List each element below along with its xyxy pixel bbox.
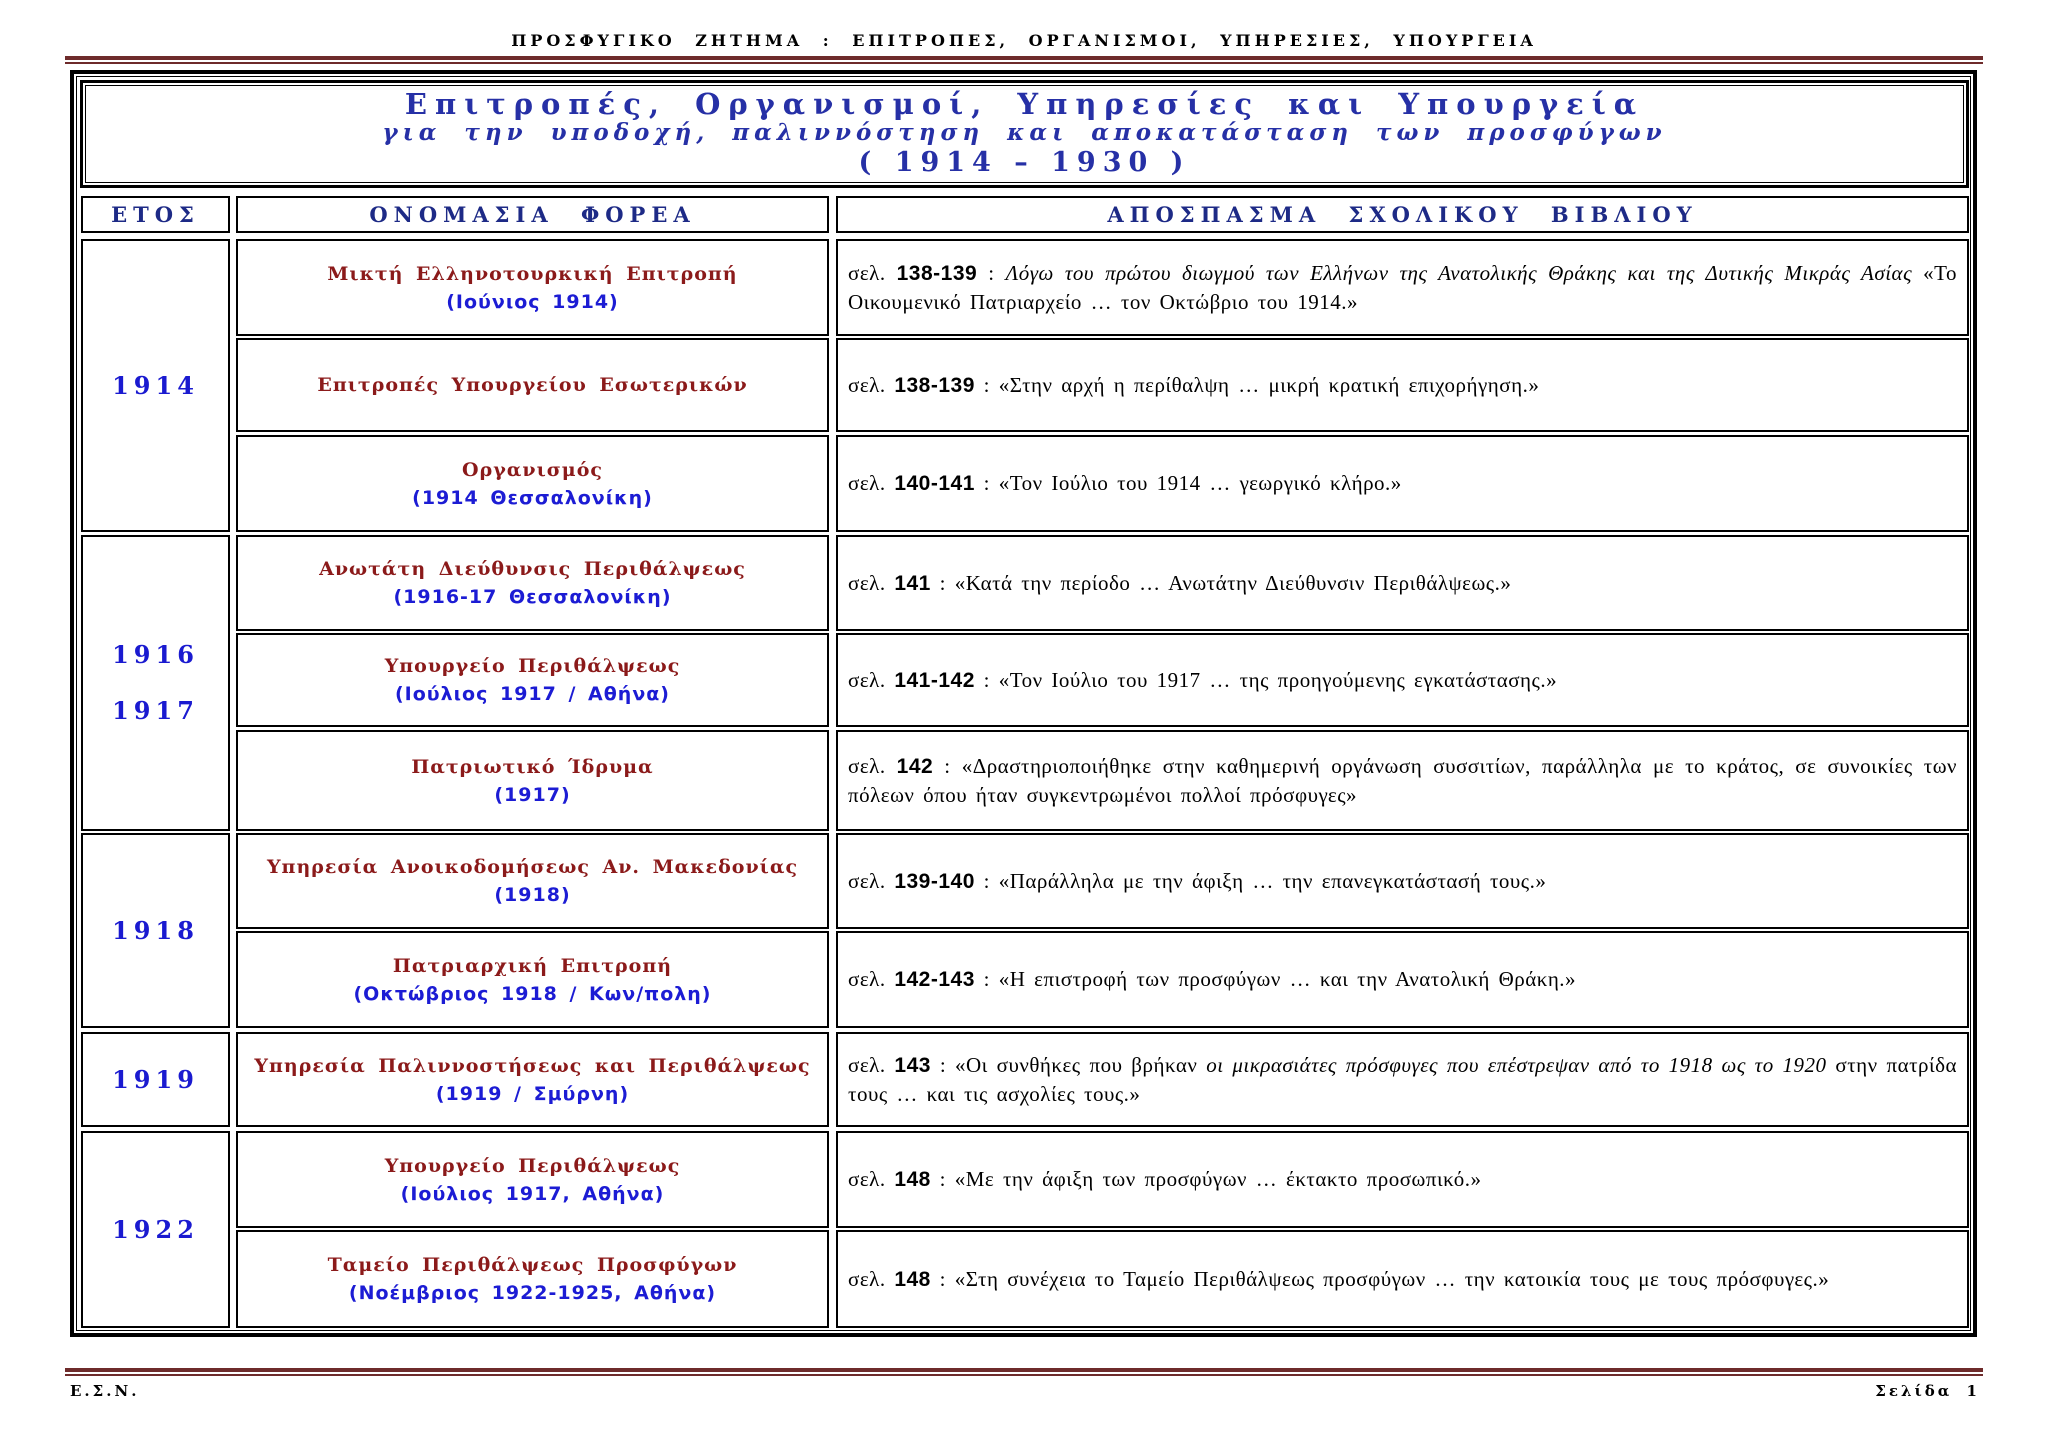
agency-date: (1918) (494, 884, 571, 906)
footer-rule (65, 1368, 1983, 1372)
excerpt-text (848, 1051, 1957, 1109)
page-label: σελ. (848, 570, 886, 595)
excerpt-quote: «Στη συνέχεια το Ταμείο Περιθάλψεως προσφύγων … την κατοικία τους με τους πρόσφυγες.» (954, 1266, 1830, 1291)
agency-name: Υπηρεσία Παλιννοστήσεως και Περιθάλψεως (254, 1054, 811, 1077)
year-cell (81, 1032, 230, 1127)
excerpt-separator: : (983, 471, 990, 495)
excerpt-separator: : (939, 1167, 946, 1191)
year-label: 1918 (112, 915, 199, 945)
column-header-agency (236, 196, 829, 233)
page-numbers: 138-139 (896, 261, 978, 285)
column-header-label: ΑΠΟΣΠΑΣΜΑ ΣΧΟΛΙΚΟΥ ΒΙΒΛΙΟΥ (1107, 201, 1698, 227)
agency-date: (Ιούλιος 1917, Αθήνα) (400, 1182, 665, 1205)
agency-cell (236, 338, 829, 432)
year-cell (81, 1131, 230, 1328)
agency-cell (236, 833, 829, 929)
excerpt-italic: οι μικρασιάτες πρόσφυγες που επέστρεψαν από το 1918 ως το 1920 (1206, 1052, 1827, 1077)
excerpt-separator: : (939, 1266, 946, 1291)
excerpt-text (848, 867, 1957, 896)
excerpt-separator: : (983, 967, 990, 991)
page-label: σελ. (848, 868, 886, 893)
page-label: σελ. (848, 967, 886, 991)
excerpt-cell (836, 633, 1969, 727)
year-label: 1917 (112, 696, 199, 725)
footer-rule-thin (65, 1374, 1983, 1376)
excerpt-text (848, 1265, 1957, 1294)
excerpt-cell (836, 338, 1969, 432)
agency-date: (Ιούνιος 1914) (446, 290, 619, 313)
page-label: σελ. (848, 372, 886, 397)
column-header-label: ΟΝΟΜΑΣΙΑ ΦΟΡΕΑ (369, 201, 696, 227)
excerpt-quote-start: «Οι συνθήκες που βρήκαν (955, 1052, 1198, 1077)
column-header-label: ΕΤΟΣ (111, 201, 200, 227)
year-label: 1916 (112, 640, 199, 669)
excerpt-quote: «Δραστηριοποιήθηκε στην καθημερινή οργάνωση συσσιτίων, παράλληλα με το κράτος, σε συνοικίες των πόλεων όπου ήταν συγκεντρωμένοι πολλοί πρόσφυγες» (848, 753, 1958, 807)
agency-date: (Ιούλιος 1917 / Αθήνα) (394, 683, 670, 705)
agency-date: (1916-17 Θεσσαλονίκη) (393, 586, 672, 608)
excerpt-quote: «Παράλληλα με την άφιξη … την επανεγκατάστασή τους.» (998, 868, 1547, 893)
agency-cell (236, 239, 829, 336)
excerpt-text (848, 965, 1957, 994)
excerpt-text (848, 666, 1957, 695)
agency-date: (1917) (494, 783, 571, 806)
excerpt-cell (836, 239, 1969, 336)
column-header-excerpt (836, 196, 1969, 233)
excerpt-italic: Λόγω του πρώτου διωγμού των Ελλήνων της Ανατολικής Θράκης και της Δυτικής Μικράς Ασίας (1005, 260, 1913, 285)
agency-cell (236, 1230, 829, 1328)
excerpt-quote: «Η επιστροφή των προσφύγων … και την Ανατολική Θράκη.» (998, 967, 1577, 991)
excerpt-text (848, 469, 1957, 498)
agency-name: Ταμείο Περιθάλψεως Προσφύγων (327, 1254, 738, 1276)
year-label: 1922 (112, 1214, 199, 1244)
year-cell (81, 535, 230, 831)
excerpt-cell (836, 1032, 1969, 1127)
page-label: σελ. (848, 260, 886, 285)
excerpt-cell (836, 833, 1969, 929)
excerpt-cell (836, 730, 1969, 831)
page-label: σελ. (848, 1052, 886, 1077)
excerpt-quote: «Στην αρχή η περίθαλψη … μικρή κρατική επιχορήγηση.» (998, 372, 1540, 397)
footer-author: Ε.Σ.Ν. (70, 1382, 140, 1400)
excerpt-quote: «Με την άφιξη των προσφύγων … έκτακτο προσωπικό.» (954, 1167, 1482, 1191)
page-numbers: 143 (894, 1053, 931, 1077)
agency-name: Υπηρεσία Ανοικοδομήσεως Αν. Μακεδονίας (266, 856, 799, 878)
column-header-year (81, 196, 230, 233)
excerpt-quote-end: στην πατρίδα τους … και τις ασχολίες τους.» (848, 1052, 1958, 1106)
agency-date: (Νοέμβριος 1922-1925, Αθήνα) (348, 1282, 717, 1304)
agency-cell (236, 435, 829, 532)
page-numbers: 138-139 (894, 373, 975, 397)
page-label: σελ. (848, 1266, 886, 1291)
header-rule (65, 56, 1983, 60)
excerpt-text (848, 1165, 1957, 1194)
agency-date: (1914 Θεσσαλονίκη) (412, 486, 653, 509)
year-label: 1914 (112, 370, 199, 400)
agency-cell (236, 535, 829, 631)
agency-cell (236, 931, 829, 1028)
agency-name: Πατριωτικό Ίδρυμα (411, 755, 654, 778)
title-line-3: ( 1914 – 1930 ) (858, 147, 1191, 178)
agency-name: Επιτροπές Υπουργείου Εσωτερικών (317, 374, 748, 396)
excerpt-separator: : (988, 260, 995, 285)
agency-name: Υπουργείο Περιθάλψεως (384, 655, 681, 677)
excerpt-quote: «Το Οικουμενικό Πατριαρχείο … τον Οκτώβριο του 1914.» (848, 260, 1958, 314)
year-cell (81, 833, 230, 1028)
excerpt-quote: «Κατά την περίοδο … Ανωτάτην Διεύθυνσιν Περιθάλψεως.» (954, 570, 1512, 595)
agency-cell (236, 633, 829, 727)
page-numbers: 141 (894, 571, 931, 595)
excerpt-cell (836, 1230, 1969, 1328)
agency-name: Υπουργείο Περιθάλψεως (384, 1154, 681, 1177)
page-numbers: 148 (894, 1168, 931, 1191)
excerpt-text (848, 569, 1957, 598)
agency-date: (Οκτώβριος 1918 / Κων/πολη) (353, 982, 712, 1005)
title-box (80, 80, 1969, 188)
agency-cell (236, 1131, 829, 1228)
header-rule-thin (65, 62, 1983, 64)
excerpt-separator: : (983, 868, 990, 893)
year-cell (81, 239, 230, 532)
excerpt-separator: : (983, 372, 990, 397)
excerpt-cell (836, 931, 1969, 1028)
title-line-2: για την υποδοχή, παλιννόστηση και αποκατάσταση των προσφύγων (382, 119, 1667, 146)
page-label: σελ. (848, 471, 886, 495)
excerpt-quote: «Τον Ιούλιο του 1917 … της προηγούμενης εγκατάστασης.» (998, 667, 1558, 692)
excerpt-quote: «Τον Ιούλιο του 1914 … γεωργικό κλήρο.» (998, 471, 1402, 495)
agency-date: (1919 / Σμύρνη) (435, 1082, 630, 1105)
excerpt-cell (836, 535, 1969, 631)
page-numbers: 142-143 (894, 968, 975, 991)
page-number: Σελίδα 1 (1875, 1382, 1980, 1400)
year-label: 1919 (112, 1064, 199, 1094)
agency-name: Μικτή Ελληνοτουρκική Επιτροπή (327, 262, 738, 285)
page-label: σελ. (848, 1167, 886, 1191)
excerpt-separator: : (944, 753, 951, 778)
title-line-1: Επιτροπές, Οργανισμοί, Υπηρεσίες και Υπουργεία (404, 87, 1645, 121)
page-numbers: 141-142 (894, 668, 975, 692)
excerpt-cell (836, 435, 1969, 532)
excerpt-cell (836, 1131, 1969, 1228)
page-numbers: 148 (894, 1267, 931, 1291)
agency-cell (236, 730, 829, 831)
page-numbers: 140-141 (894, 472, 975, 495)
agency-name: Οργανισμός (462, 458, 603, 481)
page-header: ΠΡΟΣΦΥΓΙΚΟ ΖΗΤΗΜΑ : ΕΠΙΤΡΟΠΕΣ, ΟΡΓΑΝΙΣΜΟΙ, ΥΠΗΡΕΣΙΕΣ, ΥΠΟΥΡΓΕΙΑ (511, 31, 1537, 50)
excerpt-separator: : (939, 570, 946, 595)
page-numbers: 139-140 (894, 869, 975, 893)
excerpt-separator: : (983, 667, 990, 692)
excerpt-separator: : (939, 1052, 947, 1077)
excerpt-text (848, 259, 1957, 317)
agency-name: Ανωτάτη Διεύθυνσις Περιθάλψεως (319, 558, 746, 580)
excerpt-text (848, 752, 1957, 810)
page-label: σελ. (848, 667, 886, 692)
page-label: σελ. (848, 753, 886, 778)
excerpt-text (848, 371, 1957, 400)
agency-cell (236, 1032, 829, 1127)
agency-name: Πατριαρχική Επιτροπή (392, 954, 673, 977)
page-numbers: 142 (896, 754, 934, 778)
